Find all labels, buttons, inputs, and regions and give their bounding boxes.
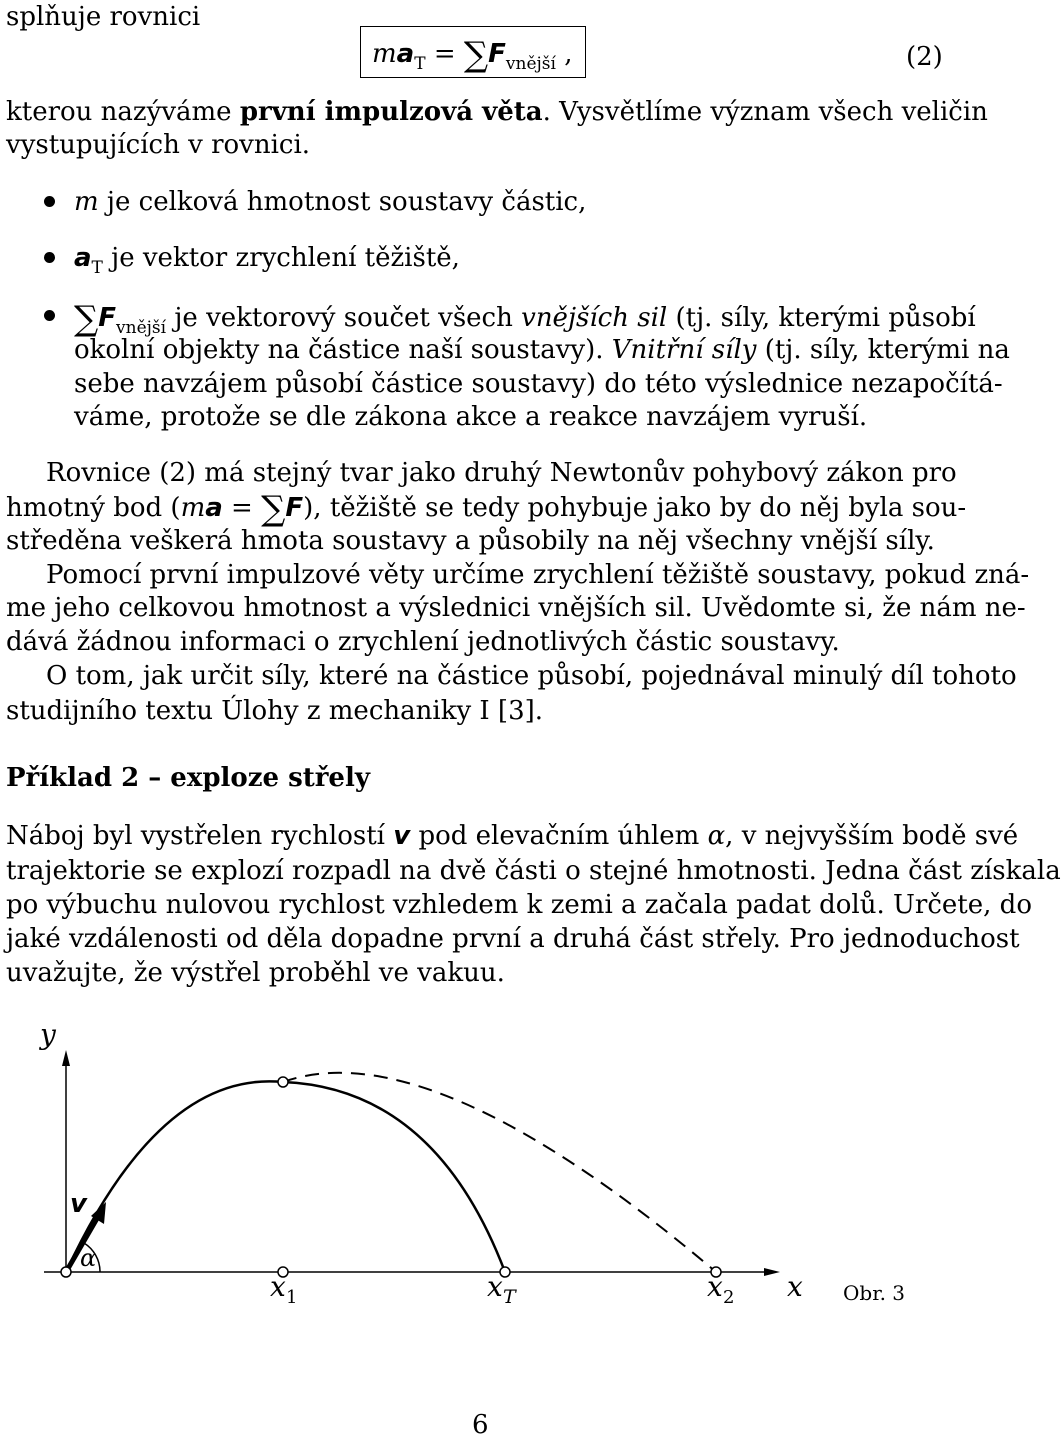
example-line1: Náboj byl vystřelen rychlostí v pod elevačním úhlem α, v nejvyšším bodě své [6,821,1019,851]
x-label: x [787,1270,803,1303]
alpha-label: α [80,1244,97,1272]
y-label: y [40,1018,56,1051]
x2-label: x [707,1270,723,1303]
example-title: Příklad 2 – exploze střely [6,763,370,793]
para2-line2: hmotný bod (ma = ∑F), těžiště se tedy pohybuje jako by do něj byla sou- [6,489,967,529]
equation: $ma_T = \sum F_{vnější}$ , [372,35,573,75]
bullet-dot [44,196,55,207]
para2-line7: O tom, jak určit síly, které na částice působí, pojednával minulý díl tohoto [46,661,1017,691]
bullet-dot [44,252,55,263]
x2-subscript: 2 [723,1287,735,1308]
bullet-item-forces-line1: $\sum F_{vnější}$ je vektorový součet všech vnějších sil (tj. síly, kterými působí [74,299,976,339]
para2-line3: středěna veškerá hmota soustavy a působily na něj všechny vnější síly. [6,526,935,556]
y-axis-arrowhead [62,1050,70,1066]
apex-point [278,1077,288,1087]
fragment-trajectory [283,1073,716,1272]
example-line5: uvažujte, že výstřel proběhl ve vakuu. [6,958,505,988]
bullet-item-mass: m je celková hmotnost soustavy částic, [74,187,587,217]
equation-number: (2) [906,42,943,72]
figure-caption: Obr. 3 [843,1281,906,1305]
x1-label: x [270,1270,286,1303]
para2-line6: dává žádnou informaci o zrychlení jednotlivých částic soustavy. [6,627,840,657]
page-number: 6 [472,1410,489,1440]
para1-line1: kterou nazýváme první impulzová věta. Vysvětlíme význam všech veličin [6,97,988,127]
x1-subscript: 1 [286,1287,298,1308]
bullet-item-acceleration: $a_T$ je vektor zrychlení těžiště, [74,243,460,278]
x-axis-arrowhead [764,1268,780,1276]
trajectory-figure [0,1010,960,1310]
para2-line1: Rovnice (2) má stejný tvar jako druhý Newtonův pohybový zákon pro [46,458,957,488]
intro-text: splňuje rovnici [6,2,201,32]
example-line3: po výbuchu nulovou rychlost vzhledem k zemi a začala padat dolů. Určete, do [6,890,1032,920]
para2-line8: studijního textu Úlohy z mechaniky I [3]. [6,696,544,726]
xT-label: x [487,1270,503,1303]
projectile-trajectory [66,1081,505,1272]
example-line4: jaké vzdálenosti od děla dopadne první a druhá část střely. Pro jednoduchost [6,924,1020,954]
bullet-item-forces-line3: sebe navzájem působí částice soustavy) do této výslednice nezapočítá- [74,369,1003,399]
bullet-item-forces-line4: váme, protože se dle zákona akce a reakce navzájem vyruší. [74,402,868,432]
bullet-dot [44,310,55,321]
example-line2: trajektorie se explozí rozpadl na dvě části o stejné hmotnosti. Jedna část získala [6,856,1061,886]
launch-point [61,1267,71,1277]
para2-line4: Pomocí první impulzové věty určíme zrychlení těžiště soustavy, pokud zná- [46,560,1030,590]
bullet-item-forces-line2: okolní objekty na částice naší soustavy). Vnitřní síly (tj. síly, kterými na [74,335,1010,365]
v-label: v [70,1189,87,1219]
xT-subscript: T [503,1286,516,1308]
para1-line2: vystupujících v rovnici. [6,130,311,160]
para2-line5: me jeho celkovou hmotnost a výslednici vnějších sil. Uvědomte si, že nám ne- [6,593,1026,623]
